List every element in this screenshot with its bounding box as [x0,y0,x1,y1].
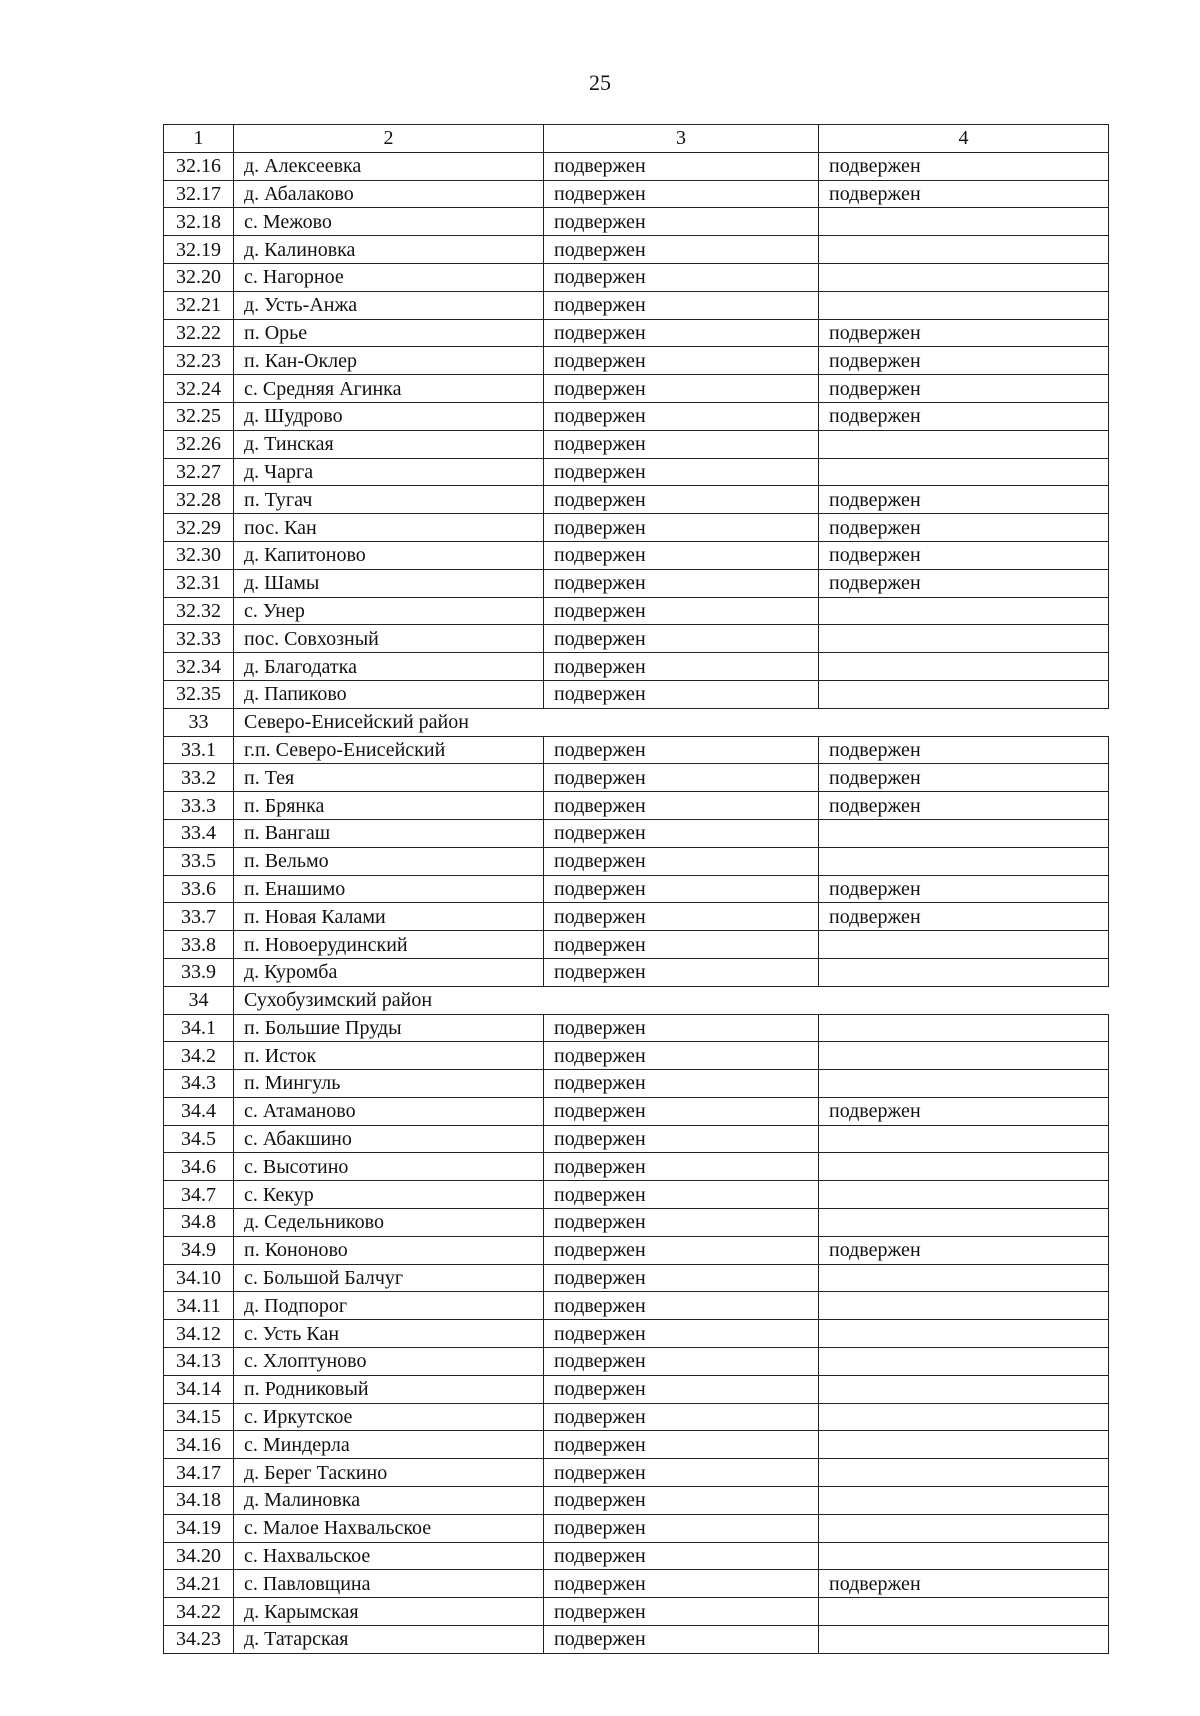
settlement-name: д. Благодатка [234,653,544,681]
settlement-name: п. Вангаш [234,819,544,847]
settlement-name: с. Абакшино [234,1125,544,1153]
col3-status: подвержен [544,597,819,625]
col4-status [819,458,1109,486]
col4-status [819,1431,1109,1459]
col4-status [819,1487,1109,1515]
row-number: 32.18 [164,208,234,236]
table-row [164,375,1109,403]
row-number: 32.19 [164,236,234,264]
col3-status: подвержен [544,792,819,820]
col4-status [819,1626,1109,1654]
table-row [164,1320,1109,1348]
table-row [164,903,1109,931]
row-number: 32.31 [164,569,234,597]
col4-status [819,1070,1109,1098]
col4-status: подвержен [819,1570,1109,1598]
col3-status: подвержен [544,1014,819,1042]
col4-status [819,1264,1109,1292]
table-row [164,263,1109,291]
row-number: 32.17 [164,180,234,208]
row-number: 32.23 [164,347,234,375]
row-number: 34.3 [164,1070,234,1098]
row-number: 33.8 [164,931,234,959]
table-row [164,541,1109,569]
col3-status: подвержен [544,958,819,986]
table-row [164,1014,1109,1042]
col4-status [819,1348,1109,1376]
settlement-name: п. Брянка [234,792,544,820]
col4-status: подвержен [819,402,1109,430]
table-row [164,736,1109,764]
table-row [164,680,1109,708]
settlement-name: п. Исток [234,1042,544,1070]
row-number: 34.22 [164,1598,234,1626]
row-number: 34.4 [164,1097,234,1125]
table-row [164,1459,1109,1487]
table-row [164,1598,1109,1626]
row-number: 34.12 [164,1320,234,1348]
row-number: 32.27 [164,458,234,486]
col3-status: подвержен [544,847,819,875]
col4-status [819,1375,1109,1403]
table-row [164,1431,1109,1459]
settlement-name: п. Мингуль [234,1070,544,1098]
col4-status: подвержен [819,764,1109,792]
table-row [164,208,1109,236]
col3-status: подвержен [544,1236,819,1264]
row-number: 33.5 [164,847,234,875]
table-row [164,819,1109,847]
table-row [164,1236,1109,1264]
row-number: 34.20 [164,1542,234,1570]
col3-status: подвержен [544,1348,819,1376]
col3-status: подвержен [544,1570,819,1598]
settlement-name: д. Капитоново [234,541,544,569]
col4-status [819,1598,1109,1626]
col3-status: подвержен [544,208,819,236]
table-row [164,1264,1109,1292]
settlements-table [163,124,1109,1654]
col3-status: подвержен [544,736,819,764]
table-row [164,875,1109,903]
col3-status: подвержен [544,514,819,542]
col3-status: подвержен [544,486,819,514]
col4-status [819,1542,1109,1570]
col3-status: подвержен [544,458,819,486]
col4-status: подвержен [819,319,1109,347]
col3-status: подвержен [544,375,819,403]
section-number: 33 [164,708,234,736]
table-row [164,1487,1109,1515]
settlement-name: с. Миндерла [234,1431,544,1459]
col4-status [819,1209,1109,1237]
row-number: 32.16 [164,152,234,180]
table-row [164,430,1109,458]
section-title: Сухобузимский район [234,986,1109,1014]
table-row [164,569,1109,597]
settlement-name: д. Калиновка [234,236,544,264]
col3-status: подвержен [544,1097,819,1125]
table-row [164,1209,1109,1237]
table-row [164,1153,1109,1181]
row-number: 34.1 [164,1014,234,1042]
row-number: 33.9 [164,958,234,986]
col4-status [819,1153,1109,1181]
row-number: 32.22 [164,319,234,347]
col3-status: подвержен [544,430,819,458]
col3-status: подвержен [544,236,819,264]
row-number: 34.7 [164,1181,234,1209]
settlement-name: с. Нагорное [234,263,544,291]
col4-status [819,236,1109,264]
table-header-row [164,125,1109,153]
table-row [164,347,1109,375]
col3-status: подвержен [544,680,819,708]
table-row [164,1070,1109,1098]
col4-status [819,1181,1109,1209]
settlement-name: с. Малое Нахвальское [234,1514,544,1542]
row-number: 32.28 [164,486,234,514]
row-number: 34.11 [164,1292,234,1320]
settlement-name: п. Тея [234,764,544,792]
col3-status: подвержен [544,1514,819,1542]
col3-status: подвержен [544,263,819,291]
col3-status: подвержен [544,1598,819,1626]
col4-status [819,1125,1109,1153]
settlement-name: с. Межово [234,208,544,236]
settlement-name: п. Большие Пруды [234,1014,544,1042]
settlement-name: д. Абалаково [234,180,544,208]
col4-status: подвержен [819,903,1109,931]
table-row [164,1542,1109,1570]
row-number: 33.6 [164,875,234,903]
row-number: 32.20 [164,263,234,291]
table-row [164,1514,1109,1542]
table-body [164,152,1109,1653]
col3-status: подвержен [544,402,819,430]
col4-status [819,1403,1109,1431]
row-number: 34.10 [164,1264,234,1292]
table-row [164,625,1109,653]
settlement-name: с. Высотино [234,1153,544,1181]
settlement-name: д. Шудрово [234,402,544,430]
section-row [164,708,1109,736]
table-row [164,152,1109,180]
col4-status: подвержен [819,1097,1109,1125]
row-number: 34.8 [164,1209,234,1237]
settlement-name: с. Усть Кан [234,1320,544,1348]
col3-status: подвержен [544,1431,819,1459]
col4-status: подвержен [819,792,1109,820]
col3-status: подвержен [544,1264,819,1292]
settlement-name: с. Хлоптуново [234,1348,544,1376]
row-number: 32.24 [164,375,234,403]
col4-status [819,1514,1109,1542]
col4-status [819,847,1109,875]
col3-status: подвержен [544,1292,819,1320]
table-row [164,1125,1109,1153]
row-number: 34.19 [164,1514,234,1542]
col3-status: подвержен [544,541,819,569]
row-number: 32.29 [164,514,234,542]
col3-status: подвержен [544,931,819,959]
settlement-name: д. Тинская [234,430,544,458]
settlement-name: с. Унер [234,597,544,625]
table-row [164,931,1109,959]
row-number: 32.33 [164,625,234,653]
col3-status: подвержен [544,319,819,347]
col4-status [819,430,1109,458]
col4-status: подвержен [819,347,1109,375]
row-number: 32.35 [164,680,234,708]
col4-status [819,819,1109,847]
settlement-name: с. Иркутское [234,1403,544,1431]
settlement-name: г.п. Северо-Енисейский [234,736,544,764]
row-number: 34.9 [164,1236,234,1264]
table-row [164,291,1109,319]
settlement-name: п. Вельмо [234,847,544,875]
row-number: 34.5 [164,1125,234,1153]
settlement-name: с. Атаманово [234,1097,544,1125]
col4-status [819,931,1109,959]
col4-status [819,1292,1109,1320]
table-row [164,847,1109,875]
settlement-name: с. Средняя Агинка [234,375,544,403]
col4-status: подвержен [819,180,1109,208]
col3-status: подвержен [544,1487,819,1515]
section-title: Северо-Енисейский район [234,708,1109,736]
col3-status: подвержен [544,1209,819,1237]
row-number: 32.25 [164,402,234,430]
table-row [164,1097,1109,1125]
col3-status: подвержен [544,152,819,180]
col4-status [819,1014,1109,1042]
col4-status: подвержен [819,375,1109,403]
col4-status: подвержен [819,1236,1109,1264]
settlement-name: с. Большой Балчуг [234,1264,544,1292]
table-row [164,764,1109,792]
row-number: 34.16 [164,1431,234,1459]
settlement-name: д. Карымская [234,1598,544,1626]
row-number: 33.7 [164,903,234,931]
settlement-name: д. Чарга [234,458,544,486]
header-col-4: 4 [819,125,1109,153]
col4-status: подвержен [819,152,1109,180]
settlement-name: п. Енашимо [234,875,544,903]
col3-status: подвержен [544,1403,819,1431]
col3-status: подвержен [544,1125,819,1153]
header-col-3: 3 [544,125,819,153]
settlement-name: д. Подпорог [234,1292,544,1320]
table-row [164,1348,1109,1376]
row-number: 33.1 [164,736,234,764]
row-number: 34.21 [164,1570,234,1598]
col4-status: подвержен [819,486,1109,514]
table-row [164,402,1109,430]
col4-status [819,680,1109,708]
col4-status [819,263,1109,291]
col3-status: подвержен [544,764,819,792]
col3-status: подвержен [544,1542,819,1570]
col4-status [819,291,1109,319]
row-number: 34.6 [164,1153,234,1181]
col4-status [819,597,1109,625]
settlement-name: с. Кекур [234,1181,544,1209]
settlement-name: д. Малиновка [234,1487,544,1515]
col3-status: подвержен [544,1181,819,1209]
header-col-1: 1 [164,125,234,153]
settlement-name: д. Куромба [234,958,544,986]
table-row [164,1181,1109,1209]
table-row [164,180,1109,208]
settlement-name: п. Новая Калами [234,903,544,931]
row-number: 32.21 [164,291,234,319]
col3-status: подвержен [544,1070,819,1098]
table-row [164,458,1109,486]
row-number: 32.30 [164,541,234,569]
col4-status [819,208,1109,236]
col3-status: подвержен [544,1626,819,1654]
header-col-2: 2 [234,125,544,153]
col4-status: подвержен [819,736,1109,764]
row-number: 33.2 [164,764,234,792]
col3-status: подвержен [544,653,819,681]
col4-status [819,653,1109,681]
col4-status: подвержен [819,875,1109,903]
row-number: 34.2 [164,1042,234,1070]
col3-status: подвержен [544,291,819,319]
col4-status [819,1320,1109,1348]
settlement-name: д. Татарская [234,1626,544,1654]
col3-status: подвержен [544,569,819,597]
settlement-name: п. Тугач [234,486,544,514]
table-row [164,792,1109,820]
col3-status: подвержен [544,819,819,847]
table-row [164,653,1109,681]
row-number: 34.23 [164,1626,234,1654]
col4-status [819,958,1109,986]
col3-status: подвержен [544,1459,819,1487]
col4-status [819,625,1109,653]
page-number: 25 [589,70,611,95]
col3-status: подвержен [544,347,819,375]
table-row [164,597,1109,625]
row-number: 32.26 [164,430,234,458]
section-number: 34 [164,986,234,1014]
row-number: 34.15 [164,1403,234,1431]
row-number: 34.17 [164,1459,234,1487]
col4-status: подвержен [819,541,1109,569]
row-number: 33.3 [164,792,234,820]
table-row [164,319,1109,347]
settlement-name: д. Усть-Анжа [234,291,544,319]
col4-status: подвержен [819,569,1109,597]
settlement-name: д. Шамы [234,569,544,597]
settlement-name: д. Алексеевка [234,152,544,180]
col3-status: подвержен [544,180,819,208]
row-number: 34.18 [164,1487,234,1515]
row-number: 33.4 [164,819,234,847]
table-row [164,1292,1109,1320]
settlement-name: п. Орье [234,319,544,347]
settlement-name: п. Кононово [234,1236,544,1264]
col3-status: подвержен [544,1153,819,1181]
table-row [164,1626,1109,1654]
settlement-name: п. Новоерудинский [234,931,544,959]
table-row [164,514,1109,542]
table-row [164,1570,1109,1598]
col3-status: подвержен [544,625,819,653]
col4-status [819,1042,1109,1070]
col3-status: подвержен [544,1375,819,1403]
settlement-name: д. Папиково [234,680,544,708]
col3-status: подвержен [544,1320,819,1348]
col4-status [819,1459,1109,1487]
row-number: 34.14 [164,1375,234,1403]
settlement-name: с. Павловщина [234,1570,544,1598]
row-number: 34.13 [164,1348,234,1376]
settlement-name: д. Седельниково [234,1209,544,1237]
row-number: 32.32 [164,597,234,625]
settlement-name: п. Кан-Оклер [234,347,544,375]
table-row [164,958,1109,986]
row-number: 32.34 [164,653,234,681]
col3-status: подвержен [544,875,819,903]
table-row [164,1042,1109,1070]
settlement-name: пос. Совхозный [234,625,544,653]
table-row [164,1403,1109,1431]
settlement-name: с. Нахвальское [234,1542,544,1570]
col3-status: подвержен [544,1042,819,1070]
settlement-name: д. Берег Таскино [234,1459,544,1487]
table-row [164,236,1109,264]
section-row [164,986,1109,1014]
settlement-name: п. Родниковый [234,1375,544,1403]
table-row [164,486,1109,514]
table-row [164,1375,1109,1403]
col3-status: подвержен [544,903,819,931]
settlement-name: пос. Кан [234,514,544,542]
col4-status: подвержен [819,514,1109,542]
